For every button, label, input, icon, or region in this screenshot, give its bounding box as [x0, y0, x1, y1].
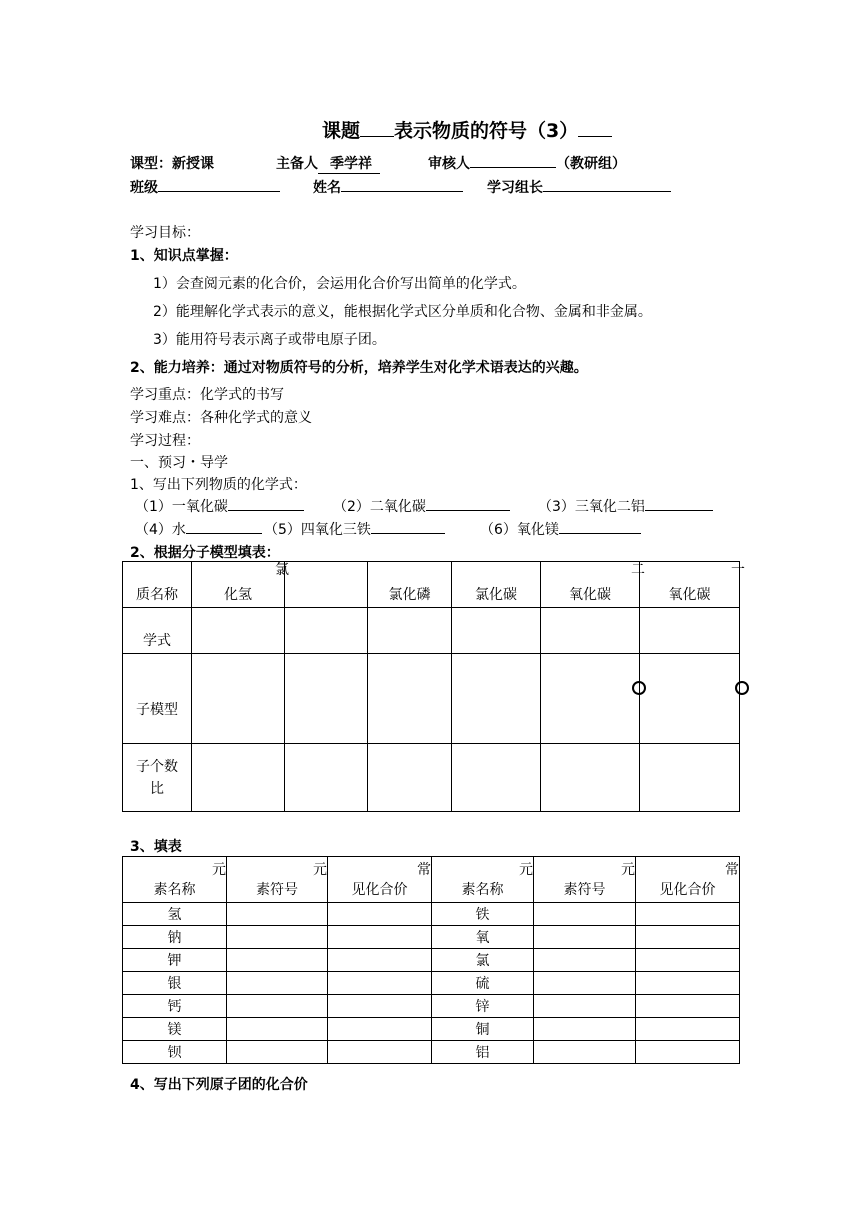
title-main: 表示物质的符号（3）: [394, 120, 579, 142]
table-cell: [192, 562, 285, 608]
row-label-ratio-2: 比: [150, 780, 164, 797]
header-col-3: 氯化磷: [388, 587, 431, 603]
q1-item-5: [264, 519, 445, 539]
table-cell: [432, 995, 534, 1018]
header-col-4: 氯化碳: [475, 587, 517, 603]
table-cell[interactable]: [452, 744, 541, 812]
element-left: 银: [167, 976, 182, 992]
table-cell: [123, 995, 227, 1018]
table-cell[interactable]: [541, 608, 640, 654]
reviewer-field[interactable]: [470, 153, 556, 168]
element-right: 氯: [475, 953, 490, 969]
q1-item-4-blank[interactable]: [186, 519, 262, 534]
element-right: 锌: [475, 999, 490, 1015]
table-cell: [432, 903, 534, 926]
table-cell: [123, 744, 192, 812]
table-cell[interactable]: [227, 1041, 328, 1064]
table-cell[interactable]: [328, 903, 432, 926]
element-left: 钙: [167, 999, 182, 1015]
question-2: 2、根据分子模型填表：: [130, 545, 280, 561]
header-col-6: 氧化碳: [668, 587, 711, 603]
table-cell[interactable]: [636, 949, 740, 972]
objective-item-2: 2、能力培养：通过对物质符号的分析，培养学生对化学术语表达的兴趣。: [130, 360, 588, 376]
table-cell[interactable]: [368, 608, 452, 654]
molecule-circle-icon: [735, 680, 739, 696]
table-cell: [123, 949, 227, 972]
table-cell[interactable]: [227, 903, 328, 926]
section-1-heading: 一、预习・导学: [130, 455, 228, 471]
table-cell[interactable]: [636, 903, 740, 926]
reviewer-label: 审核人: [428, 156, 470, 172]
leader-field[interactable]: [543, 177, 671, 192]
name-label: 姓名: [313, 180, 341, 196]
table-cell: [275, 562, 368, 608]
q1-item-3-label: （3）三氧化二铝: [538, 499, 645, 515]
objective-sub-2: 2）能理解化学式表示的意义，能根据化学式区分单质和化合物、金属和非金属。: [153, 304, 652, 320]
element-left: 钠: [167, 930, 182, 946]
reviewer: [428, 153, 626, 173]
head-element-symbol-left: 素符号: [256, 882, 298, 898]
title-prefix: 课题: [322, 120, 361, 142]
q1-item-1-label: （1）一氧化碳: [135, 499, 228, 515]
q1-item-3-blank[interactable]: [645, 496, 713, 511]
q1-item-6: [480, 519, 641, 539]
table-cell[interactable]: [328, 1018, 432, 1041]
preparer-label: 主备人: [276, 156, 318, 172]
element-right: 铝: [475, 1045, 490, 1061]
q1-item-6-blank[interactable]: [559, 519, 641, 534]
table-cell[interactable]: [636, 972, 740, 995]
class-field-row: [130, 177, 280, 197]
table-cell[interactable]: [227, 926, 328, 949]
q1-item-5-blank[interactable]: [371, 519, 445, 534]
table-cell: [534, 857, 636, 903]
row-label-formula: 学式: [143, 633, 171, 649]
table-cell[interactable]: [328, 995, 432, 1018]
table-cell: [432, 857, 534, 903]
objective-sub-3: 3）能用符号表示离子或带电原子团。: [153, 332, 386, 348]
table-cell[interactable]: [328, 1041, 432, 1064]
header-col-1: 化氢: [224, 587, 252, 603]
table-cell: [123, 1018, 227, 1041]
table-cell[interactable]: [534, 903, 636, 926]
head-top-5: 元: [621, 862, 635, 878]
difficulty: 学习难点：各种化学式的意义: [130, 410, 312, 426]
table-cell: [123, 972, 227, 995]
head-element-name-right: 素名称: [461, 882, 504, 898]
element-left: 镁: [167, 1022, 182, 1038]
table-cell[interactable]: [285, 608, 368, 654]
table-cell: [123, 857, 227, 903]
head-top-2: 元: [313, 862, 327, 878]
table-cell[interactable]: [636, 1041, 740, 1064]
objective-item-1: 1、知识点掌握：: [130, 248, 238, 264]
table-cell: [123, 903, 227, 926]
title-blank-1: [360, 120, 394, 137]
table-cell[interactable]: [640, 744, 740, 812]
table-cell: [432, 1041, 534, 1064]
element-right: 氧: [475, 930, 490, 946]
table-cell: [368, 562, 452, 608]
table-cell: [541, 562, 645, 608]
title-blank-2: [578, 120, 612, 137]
row-label-model: 子模型: [136, 701, 178, 718]
q1-item-2-label: （2）二氧化碳: [333, 499, 426, 515]
table-cell[interactable]: [227, 949, 328, 972]
table-cell[interactable]: [636, 995, 740, 1018]
preparer-name: 季学祥: [318, 153, 380, 174]
element-left: 钡: [167, 1045, 182, 1061]
q1-item-6-label: （6）氧化镁: [480, 522, 559, 538]
table-row: [123, 562, 740, 608]
table-row: [123, 654, 740, 744]
table-cell[interactable]: [227, 972, 328, 995]
element-left: 钾: [167, 953, 182, 969]
clipped-glyph: 二: [631, 562, 645, 578]
table-cell: [123, 562, 192, 608]
table-cell[interactable]: [534, 949, 636, 972]
name-field-row: [313, 177, 463, 197]
table-cell[interactable]: [541, 744, 640, 812]
table-cell: [636, 857, 740, 903]
table-cell[interactable]: [534, 1041, 636, 1064]
table-cell[interactable]: [636, 926, 740, 949]
head-element-name-left: 素名称: [153, 882, 196, 898]
preparer: [276, 153, 380, 174]
head-top-1: 元: [212, 862, 226, 878]
leader-label: 学习组长: [487, 180, 543, 196]
header-substance-name: 质名称: [136, 587, 178, 603]
table-cell[interactable]: [192, 744, 285, 812]
row-label-ratio-1: 子个数: [136, 758, 178, 775]
head-element-symbol-right: 素符号: [563, 882, 606, 898]
table-cell[interactable]: [640, 608, 740, 654]
table-cell[interactable]: [328, 949, 432, 972]
table-row: [123, 949, 740, 972]
element-right: 铁: [475, 907, 490, 923]
table-row: [123, 1018, 740, 1041]
leader-field-row: [487, 177, 671, 197]
table-row: [123, 1041, 740, 1064]
table-cell[interactable]: [368, 744, 452, 812]
table-row: [123, 926, 740, 949]
head-top-4: 元: [519, 862, 533, 878]
table-row: [123, 857, 740, 903]
lesson-type: 课型：新授课: [130, 156, 214, 172]
table-row: [123, 744, 740, 812]
table-row: [123, 972, 740, 995]
q1-item-2-blank[interactable]: [426, 496, 510, 511]
table-cell[interactable]: [452, 654, 541, 744]
objective-sub-1: 1）会查阅元素的化合价，会运用化合价写出简单的化学式。: [153, 276, 526, 292]
key-point: 学习重点：化学式的书写: [130, 387, 284, 403]
table-cell: [123, 654, 192, 744]
table-cell: [227, 857, 328, 903]
table-cell[interactable]: [285, 744, 368, 812]
table-cell[interactable]: [328, 972, 432, 995]
class-label: 班级: [130, 180, 158, 196]
head-top-6: 常: [725, 862, 739, 878]
q1-item-4-label: （4）水: [135, 522, 186, 538]
table-cell[interactable]: [192, 608, 285, 654]
table-row: [123, 995, 740, 1018]
table-cell[interactable]: [636, 1018, 740, 1041]
table-row: [123, 903, 740, 926]
table-cell: [432, 926, 534, 949]
table-cell[interactable]: [227, 995, 328, 1018]
head-valence-right: 见化合价: [659, 882, 716, 898]
q1-item-5-label: （5）四氧化三铁: [264, 522, 371, 538]
table-cell[interactable]: [534, 926, 636, 949]
table-cell: [640, 562, 745, 608]
table-cell[interactable]: [192, 654, 285, 744]
table-cell: [432, 972, 534, 995]
clipped-glyph: 氯: [275, 562, 289, 578]
table-cell[interactable]: [227, 1018, 328, 1041]
table-cell[interactable]: [534, 995, 636, 1018]
table-cell: [123, 926, 227, 949]
table-cell[interactable]: [328, 926, 432, 949]
element-right: 硫: [475, 976, 490, 992]
page-title: [322, 116, 612, 143]
question-3: 3、填表: [130, 839, 182, 855]
table-cell: [123, 1041, 227, 1064]
q1-item-1: [135, 496, 304, 516]
head-valence-left: 见化合价: [351, 882, 408, 898]
molecule-table: [122, 561, 745, 812]
class-field[interactable]: [158, 177, 280, 192]
table-cell[interactable]: [534, 972, 636, 995]
objectives-heading: 学习目标：: [130, 225, 200, 241]
table-cell: [432, 1018, 534, 1041]
element-right: 铜: [475, 1022, 490, 1038]
element-left: 氢: [167, 907, 182, 923]
table-row: [123, 608, 740, 654]
table-cell: [452, 562, 541, 608]
table-cell: [328, 857, 432, 903]
reviewer-group: （教研组）: [556, 156, 626, 172]
table-cell[interactable]: [285, 654, 368, 744]
table-cell: [432, 949, 534, 972]
valence-table: [122, 856, 740, 1064]
clipped-glyph: 一: [731, 562, 745, 578]
q1-item-3: [538, 496, 713, 516]
q1-item-4: [135, 519, 262, 539]
process-heading: 学习过程：: [130, 433, 200, 449]
table-cell[interactable]: [640, 654, 740, 744]
question-4: 4、写出下列原子团的化合价: [130, 1077, 308, 1093]
q1-item-1-blank[interactable]: [228, 496, 304, 511]
q1-item-2: [333, 496, 510, 516]
table-cell: [123, 608, 192, 654]
question-1: 1、写出下列物质的化学式：: [130, 477, 307, 493]
table-cell[interactable]: [541, 654, 640, 744]
name-field[interactable]: [341, 177, 463, 192]
table-cell[interactable]: [452, 608, 541, 654]
table-cell[interactable]: [534, 1018, 636, 1041]
head-top-3: 常: [417, 862, 431, 878]
header-col-5: 氧化碳: [569, 587, 611, 603]
table-cell[interactable]: [368, 654, 452, 744]
